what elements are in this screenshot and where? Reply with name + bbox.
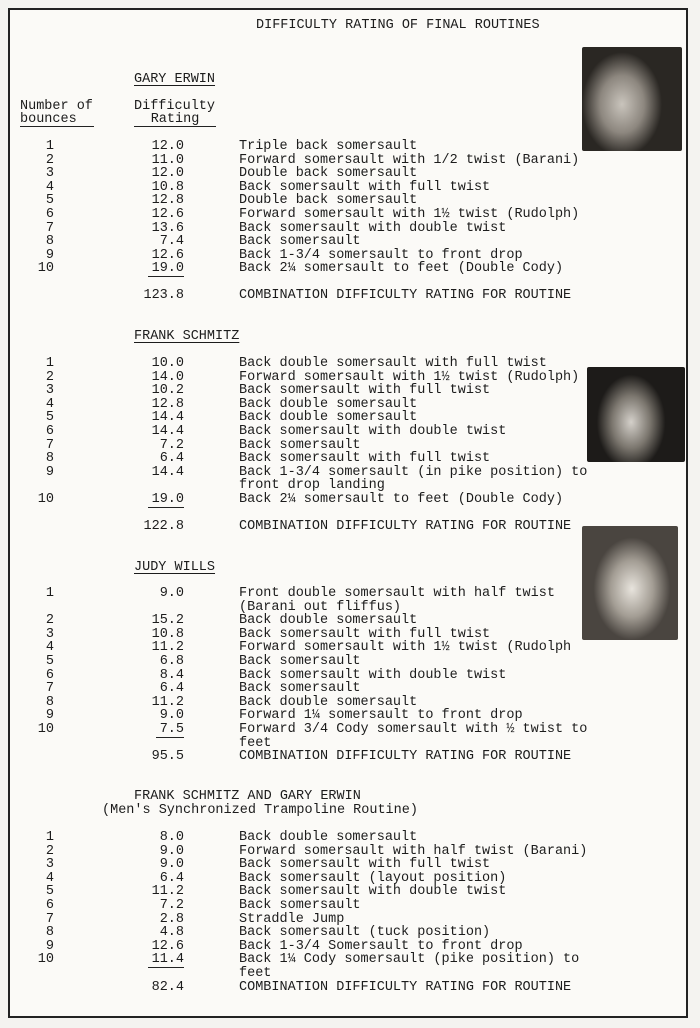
skill-description: Back double somersault [239,694,418,710]
table-row [0,452,600,466]
difficulty-rating-cell [130,398,184,412]
table-row [0,466,600,493]
skill-description: Back somersault with full twist [239,383,491,399]
bounce-number: 3 [45,166,54,182]
difficulty-rating: 10.0 [151,356,184,371]
difficulty-rating: 14.4 [151,464,184,480]
difficulty-rating-cell [130,940,184,954]
skill-description: Back 1-3/4 somersault to front drop [239,247,523,263]
difficulty-rating-cell [130,913,184,927]
bounce-number: 2 [45,843,54,859]
bounce-number: 10 [37,261,54,277]
difficulty-rating: 12.8 [151,193,184,209]
difficulty-rating: 11.0 [151,152,184,168]
difficulty-rating: 12.6 [151,938,184,954]
skill-description: Back somersault (tuck position) [239,925,491,941]
bounce-number: 10 [37,721,54,737]
skill-description: Back somersault with full twist [239,857,491,873]
column-header-rating: Difficulty [134,99,216,114]
table-row [0,614,600,628]
routine-total: 123.8 [143,288,184,303]
difficulty-rating-cell [130,425,184,439]
skill-description: Back 1¼ Cody somersault (pike position) to feet [239,952,580,981]
difficulty-rating: 7.2 [159,897,184,913]
table-row [0,411,600,425]
bounce-number: 8 [45,234,54,250]
bounce-number: 8 [45,451,54,467]
photo-frank-schmitz [587,367,685,462]
bounce-number: 4 [45,396,54,412]
column-header-bounces: Number of [20,99,93,114]
table-row [0,872,600,886]
bounce-number: 5 [45,193,54,209]
skill-description: Back somersault with full twist [239,451,491,467]
difficulty-rating-cell [130,140,184,154]
skill-description: Back double somersault with full twist [239,356,547,371]
difficulty-rating-cell [130,845,184,859]
skill-description: Forward 1¼ somersault to front drop [239,708,523,724]
table-row [0,926,600,940]
bounce-number: 9 [45,708,54,724]
difficulty-rating-cell [130,262,184,276]
difficulty-rating-cell [130,208,184,222]
difficulty-rating: 9.0 [159,857,184,873]
difficulty-rating: 14.0 [151,369,184,385]
bounce-number: 8 [45,694,54,710]
difficulty-rating-cell [130,181,184,195]
difficulty-rating: 2.8 [159,911,184,927]
table-row [0,831,600,845]
column-header-rating-2: Rating [134,113,216,127]
difficulty-rating-cell [130,709,184,723]
table-row [0,696,600,710]
skill-description: Back somersault with full twist [239,626,491,642]
difficulty-rating: 8.4 [159,667,184,683]
table-row [0,154,600,168]
difficulty-rating: 10.8 [151,626,184,642]
routine-judy-wills [0,587,600,750]
bounce-number: 6 [45,897,54,913]
difficulty-rating-cell [130,885,184,899]
bounce-number: 7 [45,220,54,236]
bounce-number: 4 [45,640,54,656]
bounce-number: 3 [45,857,54,873]
routine-total: 82.4 [151,980,184,995]
difficulty-rating: 12.6 [151,206,184,222]
skill-description: Front double somersault with half twist (Barani out fliffus) [239,586,555,615]
difficulty-rating-cell [130,926,184,940]
table-row [0,655,600,669]
table-row [0,709,600,723]
difficulty-rating-cell [130,154,184,168]
table-row [0,208,600,222]
difficulty-rating-cell [130,194,184,208]
bounce-number: 1 [45,139,54,154]
difficulty-rating: 12.8 [151,396,184,412]
routine-gary-erwin [0,140,600,276]
difficulty-rating: 11.2 [151,884,184,900]
difficulty-rating: 9.0 [159,708,184,724]
bounce-number: 4 [45,870,54,886]
routine-total: 122.8 [143,519,184,534]
table-row [0,940,600,954]
bounce-number: 7 [45,437,54,453]
skill-description: Back somersault (layout position) [239,870,507,886]
bounce-number: 8 [45,925,54,941]
difficulty-rating-cell [130,357,184,371]
skill-description: Back double somersault [239,613,418,629]
difficulty-rating: 14.4 [151,410,184,426]
column-header-bounces-2: bounces [20,113,94,127]
skill-description: Back somersault with double twist [239,667,507,683]
bounce-number: 3 [45,626,54,642]
skill-description: Back somersault with full twist [239,179,491,195]
difficulty-rating: 15.2 [151,613,184,629]
skill-description: Back somersault with double twist [239,220,507,236]
skill-description: Forward somersault with 1/2 twist (Barani) [239,152,580,168]
bounce-number: 9 [45,938,54,954]
difficulty-rating: 10.8 [151,179,184,195]
difficulty-rating-cell [130,669,184,683]
difficulty-rating: 10.2 [151,383,184,399]
table-row [0,167,600,181]
difficulty-rating: 9.0 [159,586,184,601]
difficulty-rating-cell [130,899,184,913]
difficulty-rating: 6.8 [159,653,184,669]
section-heading-synchronized: FRANK SCHMITZ AND GARY ERWIN [134,789,361,804]
section-heading-judy-wills: JUDY WILLS [134,560,216,575]
bounce-number: 2 [45,152,54,168]
bounce-number: 1 [45,586,54,601]
bounce-number: 2 [45,369,54,385]
table-row [0,222,600,236]
difficulty-rating-cell [130,371,184,385]
bounce-number: 1 [45,356,54,371]
difficulty-rating: 19.0 [148,492,184,508]
bounce-number: 7 [45,681,54,697]
difficulty-rating-cell [130,222,184,236]
skill-description: Forward somersault with 1½ twist (Rudolph [239,640,572,656]
difficulty-rating-cell [130,696,184,710]
difficulty-rating: 11.2 [151,640,184,656]
bounce-number: 1 [45,830,54,845]
table-row [0,262,600,276]
bounce-number: 3 [45,383,54,399]
table-row [0,641,600,655]
section-heading-gary-erwin: GARY ERWIN [134,72,216,87]
difficulty-rating-cell [130,831,184,845]
skill-description: Forward somersault with 1½ twist (Rudolph) [239,369,580,385]
bounce-number: 6 [45,206,54,222]
routine-total-label: COMBINATION DIFFICULTY RATING FOR ROUTINE [239,980,572,995]
skill-description: Back somersault [239,653,361,669]
table-row [0,181,600,195]
difficulty-rating: 6.4 [159,451,184,467]
difficulty-rating-cell [130,872,184,886]
table-row [0,913,600,927]
difficulty-rating-cell [130,858,184,872]
skill-description: Back double somersault [239,396,418,412]
skill-description: Back 1-3/4 somersault (in pike position) to front drop landing [239,464,588,494]
difficulty-rating-cell [130,628,184,642]
routine-synchronized [0,831,600,981]
skill-description: Back somersault [239,681,361,697]
difficulty-rating-cell [130,167,184,181]
difficulty-rating: 9.0 [159,843,184,859]
bounce-number: 4 [45,179,54,195]
table-row [0,194,600,208]
table-row [0,425,600,439]
difficulty-rating-cell [130,384,184,398]
difficulty-rating: 19.0 [148,261,184,277]
difficulty-rating: 8.0 [159,830,184,845]
page-title: DIFFICULTY RATING OF FINAL ROUTINES [256,18,540,33]
bounce-number: 5 [45,410,54,426]
table-row [0,249,600,263]
photo-judy-wills [582,526,678,640]
skill-description: Forward somersault with 1½ twist (Rudolph) [239,206,580,222]
bounce-number: 7 [45,911,54,927]
bounce-number: 9 [45,247,54,263]
difficulty-rating-cell [130,452,184,466]
skill-description: Double back somersault [239,193,418,209]
routine-total-label: COMBINATION DIFFICULTY RATING FOR ROUTINE [239,749,572,764]
routine-total: 95.5 [151,749,184,764]
skill-description: Forward 3/4 Cody somersault with ½ twist to feet [239,721,588,751]
bounce-number: 10 [37,491,54,507]
skill-description: Back somersault with double twist [239,884,507,900]
skill-description: Back somersault with double twist [239,423,507,439]
skill-description: Back 2¼ somersault to feet (Double Cody) [239,261,564,277]
difficulty-rating-cell [130,235,184,249]
difficulty-rating: 11.2 [151,694,184,710]
difficulty-rating: 7.4 [159,234,184,250]
routine-total-label: COMBINATION DIFFICULTY RATING FOR ROUTINE [239,288,572,303]
difficulty-rating: 4.8 [159,925,184,941]
difficulty-rating-cell [130,614,184,628]
difficulty-rating: 6.4 [159,870,184,886]
difficulty-rating-cell [130,682,184,696]
table-row [0,357,600,371]
difficulty-rating-cell [130,641,184,655]
table-row [0,587,600,614]
skill-description: Forward somersault with half twist (Barani) [239,843,588,859]
difficulty-rating-cell [130,249,184,263]
table-row [0,235,600,249]
difficulty-rating: 11.4 [148,952,184,968]
skill-description: Back 1-3/4 Somersault to front drop [239,938,523,954]
section-subtitle-synchronized: (Men's Synchronized Trampoline Routine) [102,803,418,818]
skill-description: Back double somersault [239,410,418,426]
bounce-number: 5 [45,884,54,900]
bounce-number: 10 [37,952,54,968]
table-row [0,845,600,859]
routine-total-label: COMBINATION DIFFICULTY RATING FOR ROUTINE [239,519,572,534]
difficulty-rating: 7.2 [159,437,184,453]
skill-description: Straddle Jump [239,911,345,927]
bounce-number: 6 [45,667,54,683]
difficulty-rating-cell [130,723,184,737]
difficulty-rating-cell [130,953,184,967]
bounce-number: 6 [45,423,54,439]
table-row [0,371,600,385]
table-row [0,140,600,154]
difficulty-rating-cell [130,655,184,669]
photo-gary-erwin [582,47,682,151]
difficulty-rating: 12.6 [151,247,184,263]
difficulty-rating: 7.5 [156,722,184,738]
skill-description: Back somersault [239,897,361,913]
difficulty-rating-cell [130,587,184,601]
table-row [0,885,600,899]
skill-description: Double back somersault [239,166,418,182]
table-row [0,398,600,412]
skill-description: Back 2¼ somersault to feet (Double Cody) [239,491,564,507]
bounce-number: 2 [45,613,54,629]
routine-frank-schmitz [0,357,600,507]
table-row [0,384,600,398]
table-row [0,723,600,750]
difficulty-rating: 12.0 [151,166,184,182]
difficulty-rating: 6.4 [159,681,184,697]
difficulty-rating-cell [130,493,184,507]
difficulty-rating-cell [130,466,184,480]
section-heading-frank-schmitz: FRANK SCHMITZ [134,329,240,344]
bounce-number: 9 [45,464,54,480]
table-row [0,953,600,980]
difficulty-rating: 12.0 [151,139,184,154]
table-row [0,439,600,453]
difficulty-rating-cell [130,439,184,453]
table-row [0,899,600,913]
skill-description: Back double somersault [239,830,418,845]
table-row [0,628,600,642]
table-row [0,682,600,696]
table-row [0,669,600,683]
table-row [0,493,600,507]
skill-description: Triple back somersault [239,139,418,154]
skill-description: Back somersault [239,234,361,250]
bounce-number: 5 [45,653,54,669]
difficulty-rating: 14.4 [151,423,184,439]
table-row [0,858,600,872]
difficulty-rating: 13.6 [151,220,184,236]
skill-description: Back somersault [239,437,361,453]
difficulty-rating-cell [130,411,184,425]
